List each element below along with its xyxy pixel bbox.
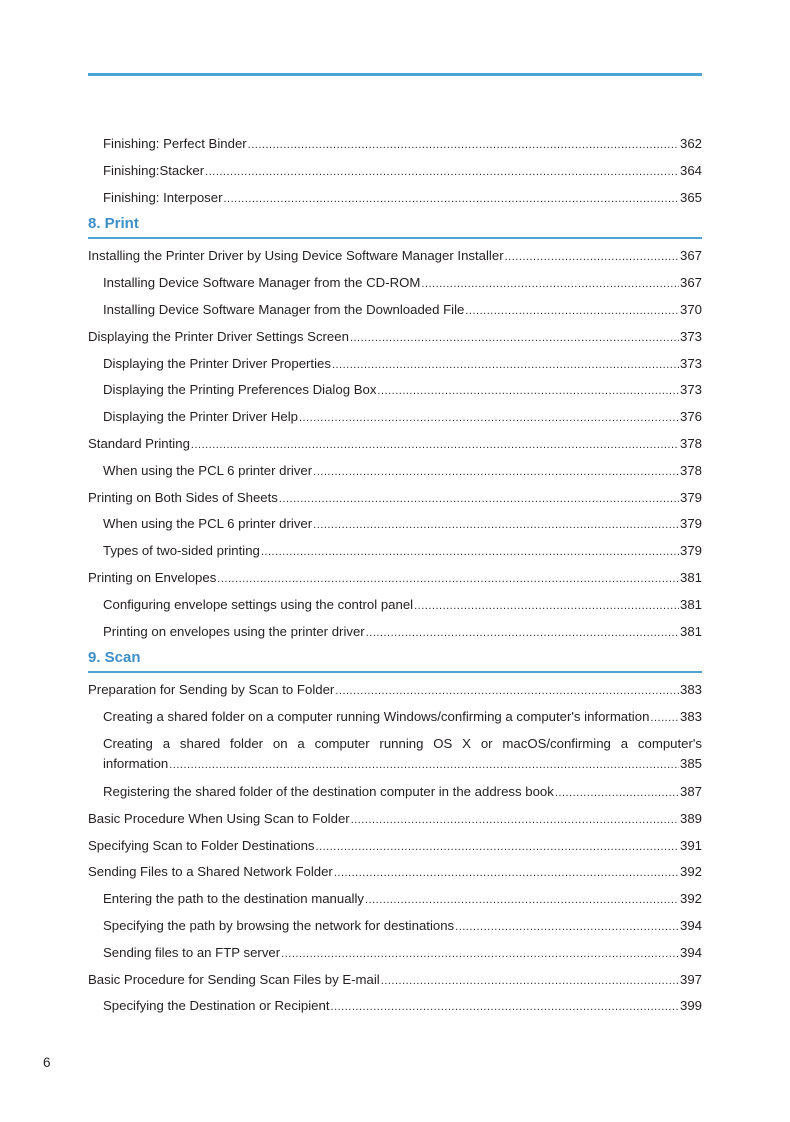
toc-entry-page: 379 <box>679 543 702 559</box>
toc-entry-title: Finishing: Perfect Binder <box>103 136 247 151</box>
toc-entry[interactable] <box>88 806 702 833</box>
toc-entry-page: 381 <box>679 596 702 612</box>
toc-entry-page: 378 <box>679 435 702 451</box>
toc-entry[interactable] <box>88 677 702 704</box>
toc-entry-page: 376 <box>679 409 702 425</box>
toc-entry-title: Sending Files to a Shared Network Folder <box>88 864 333 880</box>
toc-entry-title: Displaying the Printer Driver Help <box>103 409 298 425</box>
toc-entry-page: 383 <box>679 709 702 725</box>
toc-entry-page: 383 <box>679 682 702 698</box>
chapter-heading-print[interactable]: 8. Print <box>88 211 702 239</box>
toc-entry-page: 373 <box>679 328 702 344</box>
toc-entry[interactable] <box>88 158 702 185</box>
toc-entry-page: 364 <box>679 162 702 178</box>
toc-entry-page: 365 <box>679 189 702 205</box>
toc-entry-title: When using the PCL 6 printer driver <box>103 516 313 532</box>
dot-leader <box>465 297 679 325</box>
dot-leader <box>223 185 679 213</box>
toc-entry-title-line2: information <box>103 756 169 772</box>
toc-entry[interactable] <box>88 270 702 297</box>
toc-entry-title: Sending files to an FTP server <box>103 944 281 960</box>
dot-leader <box>299 404 679 432</box>
toc-entry[interactable] <box>88 485 702 512</box>
toc-entry-page: 392 <box>679 891 702 907</box>
toc-entry[interactable] <box>88 779 702 806</box>
toc-entry-page: 378 <box>679 462 702 478</box>
toc-entry[interactable] <box>88 511 702 538</box>
toc-entry-title: Preparation for Sending by Scan to Folder <box>88 682 335 698</box>
toc-entry-title: Creating a shared folder on a computer running Windows/confirming a computer's information <box>103 709 650 725</box>
dot-leader <box>169 754 679 776</box>
dot-leader <box>351 806 679 834</box>
toc-entry[interactable] <box>88 833 702 860</box>
toc-entry-title: Basic Procedure for Sending Scan Files by E-mail <box>88 971 380 987</box>
dot-leader <box>191 431 679 459</box>
toc-entry-title: Printing on Envelopes <box>88 569 217 585</box>
page-number: 6 <box>43 1055 51 1070</box>
toc-entry-page: 373 <box>679 355 702 371</box>
toc-entry[interactable] <box>88 377 702 404</box>
header-rule <box>88 73 702 76</box>
toc-entry-page: 399 <box>679 998 702 1014</box>
toc-entry-title: Basic Procedure When Using Scan to Folder <box>88 810 350 826</box>
toc-entry-title: Types of two-sided printing <box>103 543 260 559</box>
dot-leader <box>377 377 679 405</box>
toc-entry-title: Registering the shared folder of the destination computer in the address book <box>103 783 554 799</box>
toc-entry-title: Displaying the Printer Driver Settings Screen <box>88 328 349 344</box>
dot-leader <box>335 677 679 705</box>
toc-entry[interactable] <box>88 243 702 270</box>
dot-leader <box>334 859 679 887</box>
toc-entry-title: Finishing: Interposer <box>103 189 223 205</box>
toc-entry-title: Printing on envelopes using the printer driver <box>103 623 365 639</box>
toc-entry[interactable] <box>88 731 702 779</box>
dot-leader <box>366 619 679 647</box>
toc-entry-page: 379 <box>679 489 702 505</box>
toc-entry-title: Printing on Both Sides of Sheets <box>88 489 278 505</box>
toc-entry[interactable] <box>88 351 702 378</box>
toc-entry-title: Installing Device Software Manager from the CD-ROM <box>103 275 421 291</box>
toc-entry[interactable] <box>88 458 702 485</box>
dot-leader <box>281 940 679 968</box>
toc-entry-title: Installing the Printer Driver by Using Device Software Manager Installer <box>88 248 504 264</box>
toc-entry[interactable] <box>88 324 702 351</box>
toc-entry[interactable] <box>88 185 702 212</box>
dot-leader <box>217 565 679 593</box>
dot-leader <box>414 592 679 620</box>
toc-entry-title: Installing Device Software Manager from the Downloaded File <box>103 301 465 317</box>
dot-leader <box>455 913 679 941</box>
dot-leader <box>381 967 679 995</box>
dot-leader <box>313 511 679 539</box>
toc-entry-page: 387 <box>679 783 702 799</box>
toc-entry-page: 394 <box>679 944 702 960</box>
toc-entry[interactable] <box>88 565 702 592</box>
toc-entry[interactable] <box>88 940 702 967</box>
toc-entry[interactable] <box>88 297 702 324</box>
toc-entry[interactable] <box>88 538 702 565</box>
toc-entry-title: Finishing:Stacker <box>103 162 205 178</box>
toc-entry[interactable] <box>88 886 702 913</box>
dot-leader <box>279 485 679 513</box>
toc-entry-page: 391 <box>679 837 702 853</box>
toc-entry-title: When using the PCL 6 printer driver <box>103 462 313 478</box>
chapter-heading-scan[interactable]: 9. Scan <box>88 645 702 673</box>
toc-entry-page: 397 <box>679 971 702 987</box>
toc-entry-title: Specifying the Destination or Recipient <box>103 998 330 1014</box>
toc-entry[interactable] <box>88 592 702 619</box>
toc-entry-title: Entering the path to the destination manually <box>103 891 364 907</box>
toc-entry[interactable] <box>88 993 702 1020</box>
toc-entry-page: 385 <box>679 756 702 772</box>
toc-entry[interactable] <box>88 913 702 940</box>
dot-leader <box>332 351 679 379</box>
toc-entry[interactable] <box>88 431 702 458</box>
toc-entry-page: 370 <box>679 301 702 317</box>
dot-leader <box>248 131 679 159</box>
dot-leader <box>350 324 679 352</box>
toc-entry-page: 389 <box>679 810 702 826</box>
dot-leader <box>555 779 679 807</box>
toc-entry-title: Displaying the Printer Driver Properties <box>103 355 331 371</box>
toc-entry-page: 381 <box>679 569 702 585</box>
dot-leader <box>331 993 679 1021</box>
toc-entry-title: Specifying Scan to Folder Destinations <box>88 837 315 853</box>
toc-entry-title: Displaying the Printing Preferences Dialog Box <box>103 382 377 398</box>
toc-entry[interactable] <box>88 859 702 886</box>
dot-leader <box>261 538 679 566</box>
toc-entry[interactable] <box>88 704 702 731</box>
dot-leader <box>650 704 679 732</box>
toc-entry-title: Configuring envelope settings using the control panel <box>103 596 414 612</box>
toc-entry-page: 394 <box>679 917 702 933</box>
toc-entry[interactable] <box>88 404 702 431</box>
toc-entry-page: 392 <box>679 864 702 880</box>
toc-entry-page: 381 <box>679 623 702 639</box>
toc-entry-page: 362 <box>679 136 702 151</box>
toc-entry[interactable] <box>88 619 702 646</box>
toc-entry-page: 373 <box>679 382 702 398</box>
toc-entry[interactable] <box>88 967 702 994</box>
dot-leader <box>313 458 679 486</box>
dot-leader <box>205 158 679 186</box>
toc-entry-page: 367 <box>679 275 702 291</box>
toc-entry-title-line1: Creating a shared folder on a computer running OS X or macOS/confirming a computer's <box>103 735 702 751</box>
table-of-contents <box>88 131 702 1020</box>
toc-entry-title: Specifying the path by browsing the network for destinations <box>103 917 455 933</box>
dot-leader <box>505 243 679 271</box>
toc-entry-page: 367 <box>679 248 702 264</box>
toc-entry-page: 379 <box>679 516 702 532</box>
dot-leader <box>421 270 679 298</box>
toc-entry[interactable] <box>88 131 702 158</box>
dot-leader <box>316 833 679 861</box>
toc-entry-title: Standard Printing <box>88 435 190 451</box>
dot-leader <box>365 886 679 914</box>
